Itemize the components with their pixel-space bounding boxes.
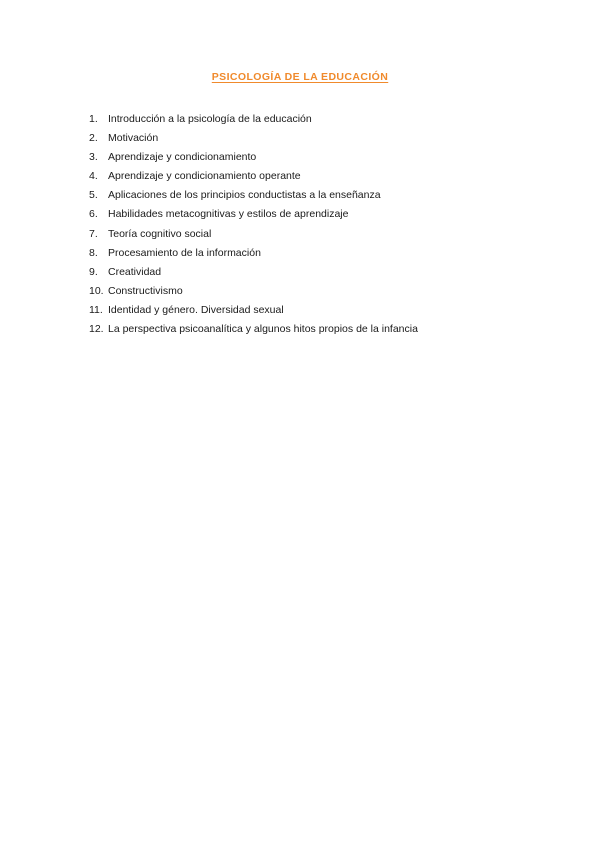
list-item-number: 8. bbox=[89, 246, 98, 259]
list-item bbox=[89, 205, 418, 224]
list-item bbox=[89, 301, 418, 320]
list-item-number: 2. bbox=[89, 132, 98, 145]
list-item bbox=[89, 167, 418, 186]
document-title: PSICOLOGÍA DE LA EDUCACIÓN bbox=[211, 71, 389, 83]
list-item-label: Aprendizaje y condicionamiento operante bbox=[108, 170, 301, 183]
list-item-number: 3. bbox=[89, 151, 98, 164]
list-item-label: Introducción a la psicología de la educación bbox=[108, 113, 312, 125]
list-item bbox=[89, 110, 418, 129]
list-item-label: La perspectiva psicoanalítica y algunos hitos propios de la infancia bbox=[108, 323, 418, 336]
list-item bbox=[89, 186, 418, 205]
list-item-label: Motivación bbox=[108, 132, 159, 145]
list-item-number: 4. bbox=[89, 170, 98, 183]
list-item bbox=[89, 320, 418, 339]
topic-list bbox=[89, 110, 418, 339]
list-item-number: 11. bbox=[89, 303, 103, 316]
list-item-label: Teoría cognitivo social bbox=[108, 227, 212, 240]
list-item-label: Habilidades metacognitivas y estilos de aprendizaje bbox=[108, 208, 349, 221]
list-item-number: 12. bbox=[89, 323, 104, 336]
list-item-label: Constructivismo bbox=[108, 284, 183, 297]
list-item-number: 5. bbox=[89, 189, 98, 202]
list-item-number: 7. bbox=[89, 227, 98, 240]
list-item bbox=[89, 225, 418, 244]
list-item-number: 6. bbox=[89, 208, 98, 221]
list-item-label: Creatividad bbox=[108, 265, 162, 278]
list-item-number: 10. bbox=[89, 284, 104, 297]
list-item-label: Aprendizaje y condicionamiento bbox=[108, 151, 257, 164]
list-item-label: Procesamiento de la información bbox=[108, 246, 261, 259]
list-item bbox=[89, 129, 418, 148]
list-item bbox=[89, 282, 418, 301]
list-item bbox=[89, 148, 418, 167]
list-item bbox=[89, 244, 418, 263]
list-item bbox=[89, 263, 418, 282]
list-item-label: Aplicaciones de los principios conductistas a la enseñanza bbox=[108, 189, 381, 202]
list-item-label: Identidad y género. Diversidad sexual bbox=[108, 303, 284, 316]
list-item-number: 1. bbox=[89, 113, 98, 125]
list-item-number: 9. bbox=[89, 265, 98, 278]
